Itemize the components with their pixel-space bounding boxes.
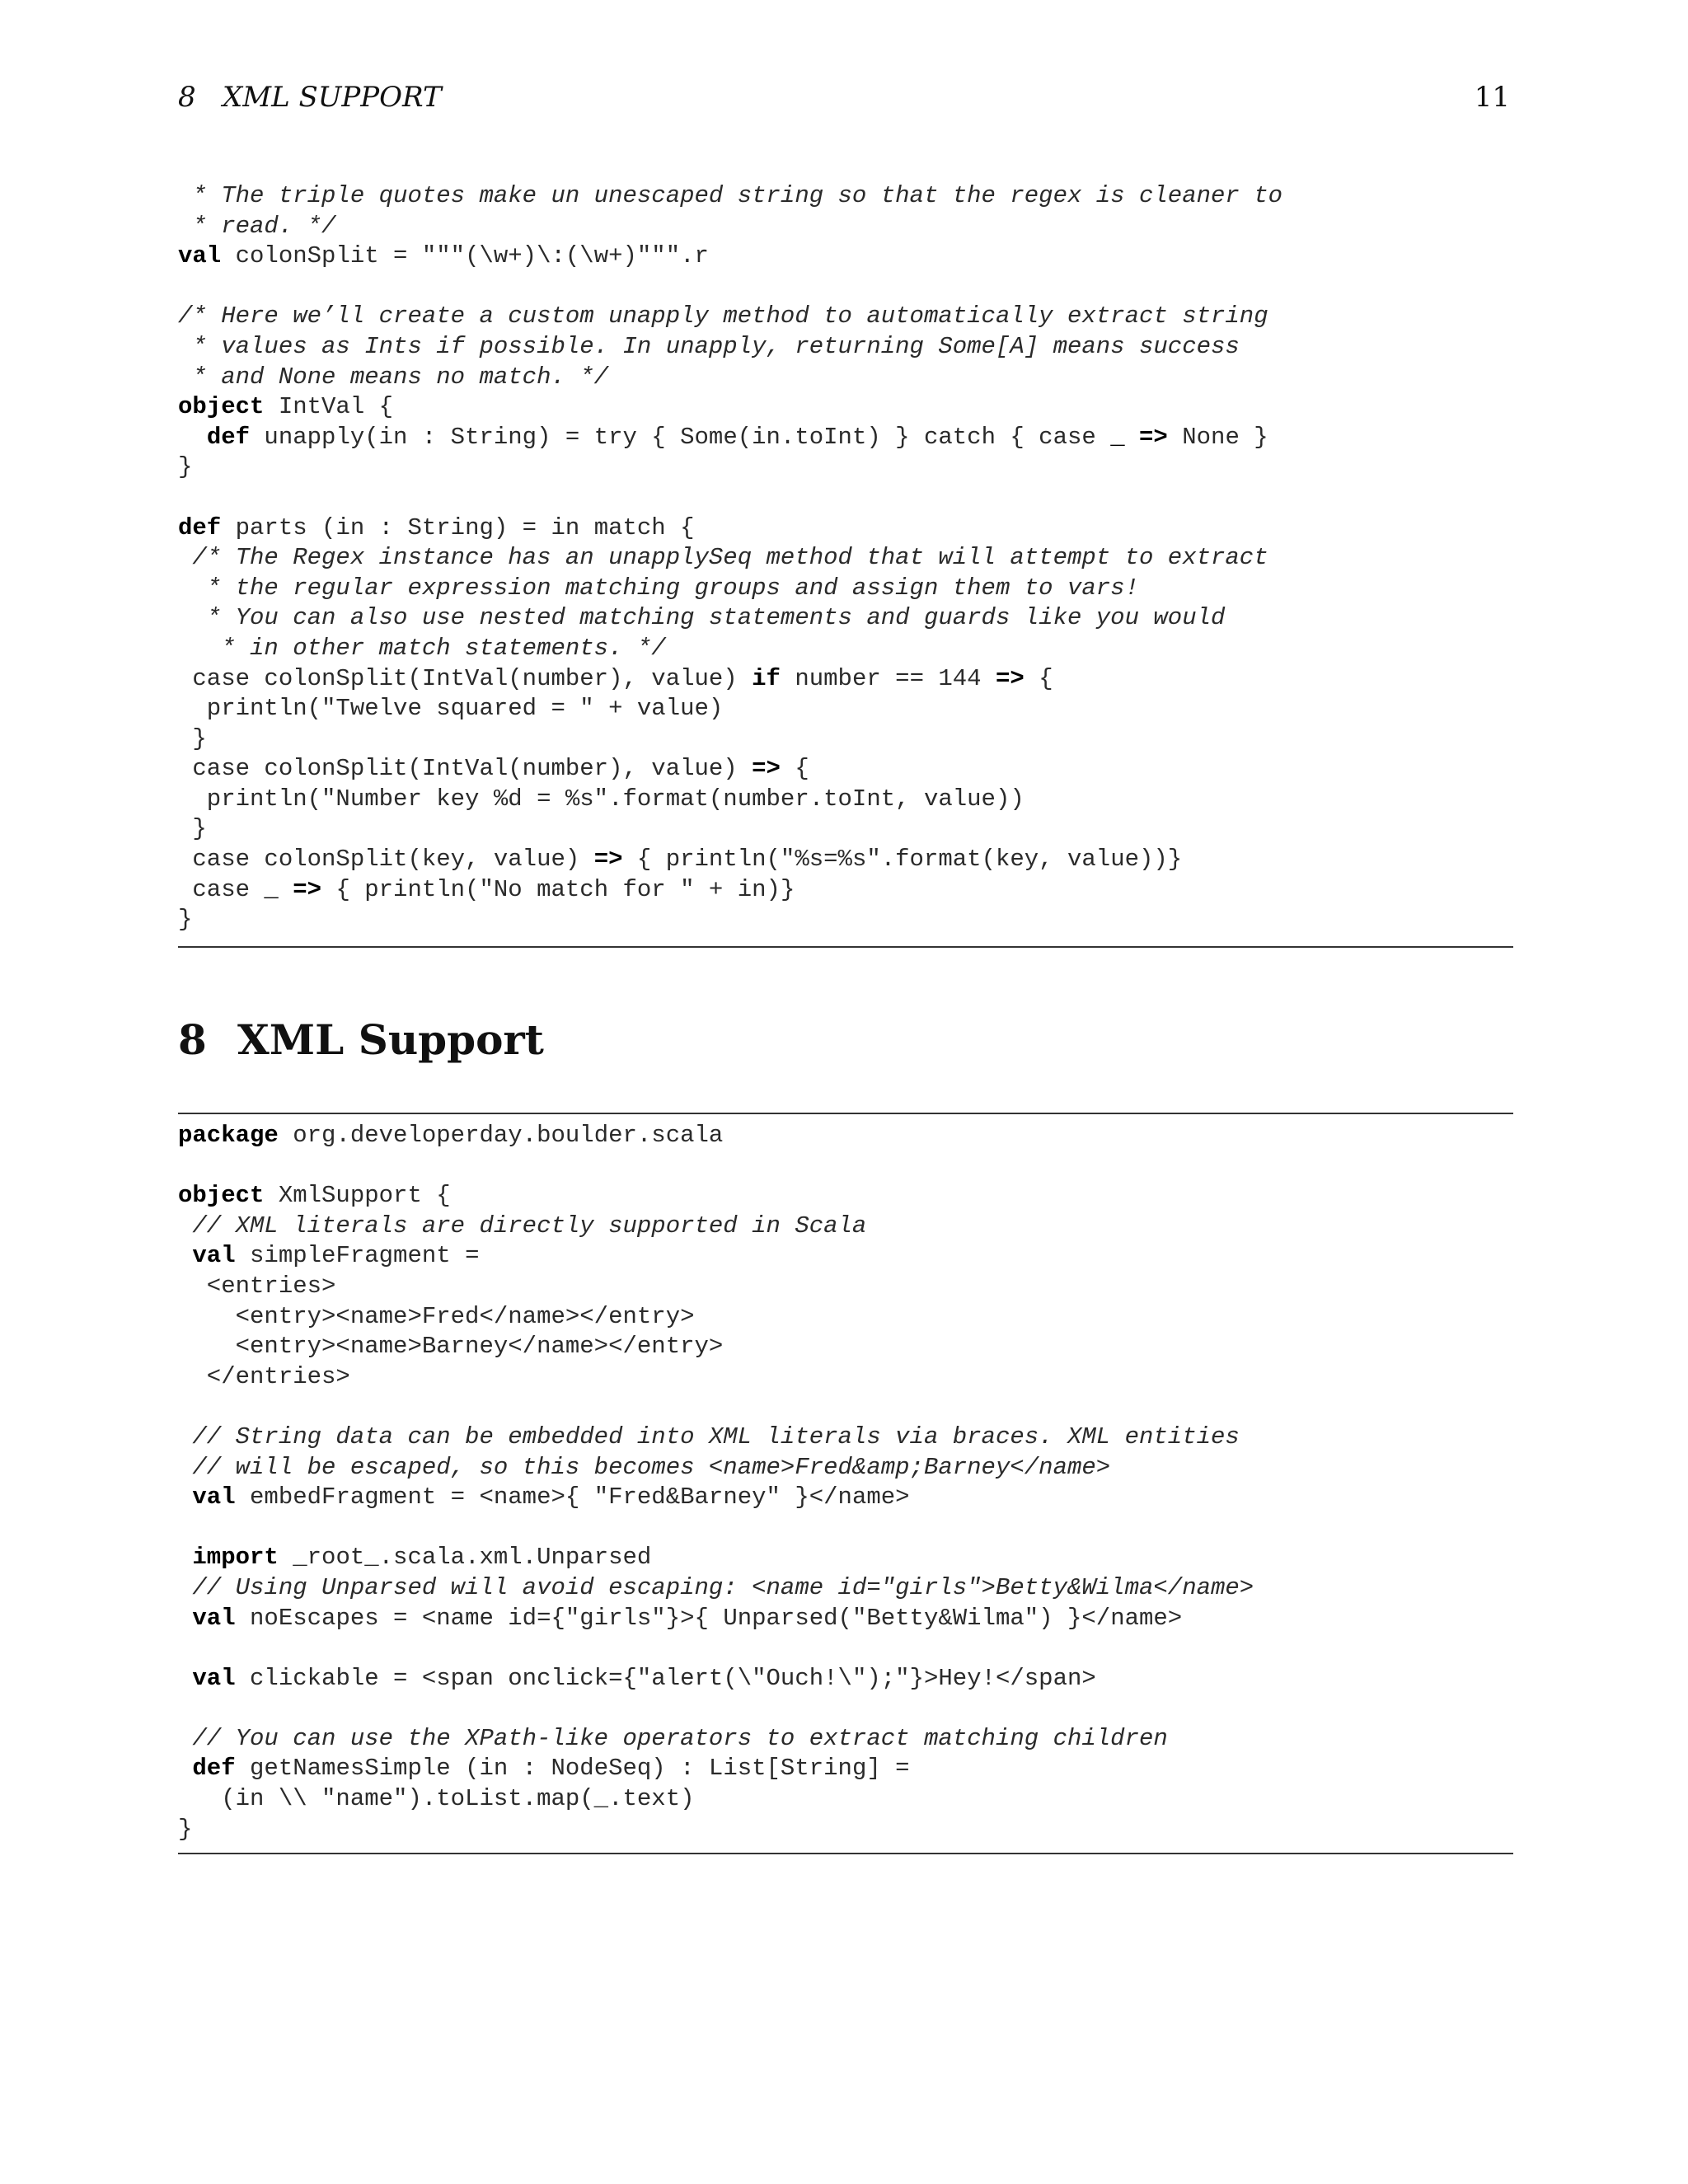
code-line [178,241,1513,272]
code-text: println("Twelve squared = " + value) [178,695,724,723]
code-comment: * values as Ints if possible. In unapply, returning Some[A] means success [178,332,1240,360]
code-keyword: package [178,1122,279,1149]
code-line [178,1241,1513,1272]
section-title: XML Support [237,1015,544,1064]
code-line [178,392,1513,423]
code-text [178,1483,192,1511]
code-text: { println("%s=%s".format(key, value))} [622,846,1183,874]
code-text: } [178,906,193,934]
code-keyword: => [593,846,623,874]
code-line [178,1573,1513,1604]
code-line [178,332,1513,363]
code-comment: // String data can be embedded into XML literals via braces. XML entities [178,1422,1240,1451]
code-text [178,1544,192,1571]
code-text: <entry><name>Barney</name></entry> [178,1333,724,1361]
code-text: </entries> [178,1362,350,1390]
code-comment: // You can use the XPath-like operators to extract matching children [178,1724,1168,1752]
code-line [178,1633,1513,1664]
code-text [1125,424,1139,451]
code-comment: * in other match statements. */ [178,634,666,662]
code-line [178,1181,1513,1212]
code-line [178,1212,1513,1242]
header-section-title: 8 XML SUPPORT [178,81,442,114]
code-comment: /* The Regex instance has an unapplySeq method that will attempt to extract [178,544,1268,572]
code-text: clickable = <span onclick={"alert(\"Ouch!\");"}>Hey!</span> [235,1664,1096,1692]
listing-end-rule [178,946,1513,948]
code-line [178,302,1513,332]
code-text [178,1605,192,1632]
code-comment: * You can also use nested matching statements and guards like you would [178,604,1226,632]
code-line [178,875,1513,906]
code-line [178,363,1513,393]
code-line [178,1604,1513,1634]
code-line [178,452,1513,483]
code-keyword: import [192,1544,279,1572]
code-line [178,814,1513,845]
code-text: (in \\ "name").toList.map(_.text) [178,1785,695,1813]
code-line [178,574,1513,604]
code-text: case colonSplit(IntVal(number), value) [178,755,753,783]
code-line [178,603,1513,634]
code-text [178,1242,192,1269]
code-line [178,1362,1513,1393]
code-keyword: val [192,1604,236,1632]
code-text [178,1665,192,1692]
code-line [178,1302,1513,1333]
code-line [178,1272,1513,1302]
code-text: embedFragment = <name>{ "Fred&Barney" }</name> [235,1483,910,1511]
code-text [279,876,293,903]
running-header [178,81,1510,122]
code-text: { [1024,664,1053,692]
code-text: case colonSplit(IntVal(number), value) [178,664,753,692]
code-keyword: => [293,875,322,903]
code-text: <entries> [178,1272,336,1300]
code-line [178,694,1513,724]
code-keyword: def [178,513,222,541]
code-text: _root_.scala.xml.Unparsed [278,1544,652,1572]
code-line [178,1332,1513,1362]
code-comment: /* Here we’ll create a custom unapply method to automatically extract string [178,302,1268,330]
code-text: unapply(in : String) = try { Some(in.toInt) } catch { case [250,423,1111,451]
code-keyword: object [178,1182,265,1210]
code-text: } [178,724,207,752]
code-line [178,1392,1513,1422]
code-comment: // XML literals are directly supported in Scala [178,1212,867,1240]
code-line [178,543,1513,574]
listing-end-rule-2 [178,1853,1513,1854]
code-line [178,212,1513,242]
code-line [178,845,1513,875]
code-text: { [780,755,809,783]
code-line [178,1664,1513,1694]
code-text: colonSplit = """(\w+)\:(\w+)""".r [221,242,709,270]
code-line [178,483,1513,513]
code-text: } [178,453,193,481]
section-heading [178,1015,544,1064]
code-text: IntVal { [264,393,394,421]
code-line [178,724,1513,755]
code-line [178,785,1513,815]
code-text: XmlSupport { [264,1182,451,1210]
code-keyword: val [192,1242,236,1270]
code-keyword: object [178,393,265,421]
code-text: parts (in : String) = in match { [221,513,695,541]
code-line [178,1422,1513,1453]
code-line [178,1754,1513,1784]
code-text [178,1755,192,1782]
code-line [178,1815,1513,1845]
code-comment: * and None means no match. */ [178,363,609,391]
code-keyword: if [752,664,781,692]
code-keyword: def [192,1755,236,1783]
code-text: case [178,875,265,903]
code-comment: // Using Unparsed will avoid escaping: <name id="girls">Betty&Wilma</name> [178,1573,1254,1601]
code-keyword: val [178,242,222,270]
page-number: 11 [1474,81,1510,114]
code-line [178,1121,1513,1151]
code-line [178,272,1513,302]
code-line [178,1543,1513,1573]
code-comment: * read. */ [178,212,336,240]
code-line [178,1784,1513,1815]
code-line [178,423,1513,453]
code-keyword: => [1139,423,1168,451]
code-listing-pattern-matching [178,181,1513,935]
code-keyword: val [192,1664,236,1692]
code-text: noEscapes = <name id={"girls"}>{ Unparsed("Betty&Wilma") }</name> [235,1604,1183,1632]
code-line [178,905,1513,935]
code-line [178,181,1513,212]
code-text: } [178,815,207,843]
code-line [178,1453,1513,1483]
code-text: getNamesSimple (in : NodeSeq) : List[String] = [235,1755,910,1783]
code-line [178,513,1513,544]
code-keyword: _ [1110,423,1125,451]
code-line [178,1513,1513,1544]
code-line [178,1724,1513,1755]
code-line [178,1694,1513,1724]
code-listing-xml-support [178,1121,1513,1844]
code-keyword: => [995,664,1025,692]
code-keyword: => [752,755,781,783]
code-text: case colonSplit(key, value) [178,846,594,874]
code-comment: // will be escaped, so this becomes <name>Fred&amp;Barney</name> [178,1453,1111,1481]
code-text: <entry><name>Fred</name></entry> [178,1302,695,1330]
code-line [178,1151,1513,1182]
code-text: } [178,1815,193,1843]
listing-start-rule [178,1113,1513,1114]
code-keyword: val [192,1483,236,1511]
code-line [178,1483,1513,1513]
code-line [178,634,1513,664]
code-text: println("Number key %d = %s".format(number.toInt, value)) [178,785,1025,813]
code-keyword: _ [264,875,279,903]
code-text: None } [1167,423,1268,451]
code-text: number == 144 [780,664,996,692]
code-line [178,754,1513,785]
code-text: org.developerday.boulder.scala [278,1122,724,1149]
code-text: { println("No match for " + in)} [321,875,795,903]
code-keyword: def [206,423,251,451]
code-comment: * the regular expression matching groups and assign them to vars! [178,574,1139,602]
code-line [178,664,1513,695]
code-text [178,424,207,451]
code-comment: * The triple quotes make un unescaped string so that the regex is cleaner to [178,182,1283,209]
code-text: simpleFragment = [235,1242,480,1270]
section-number: 8 [178,1015,207,1064]
